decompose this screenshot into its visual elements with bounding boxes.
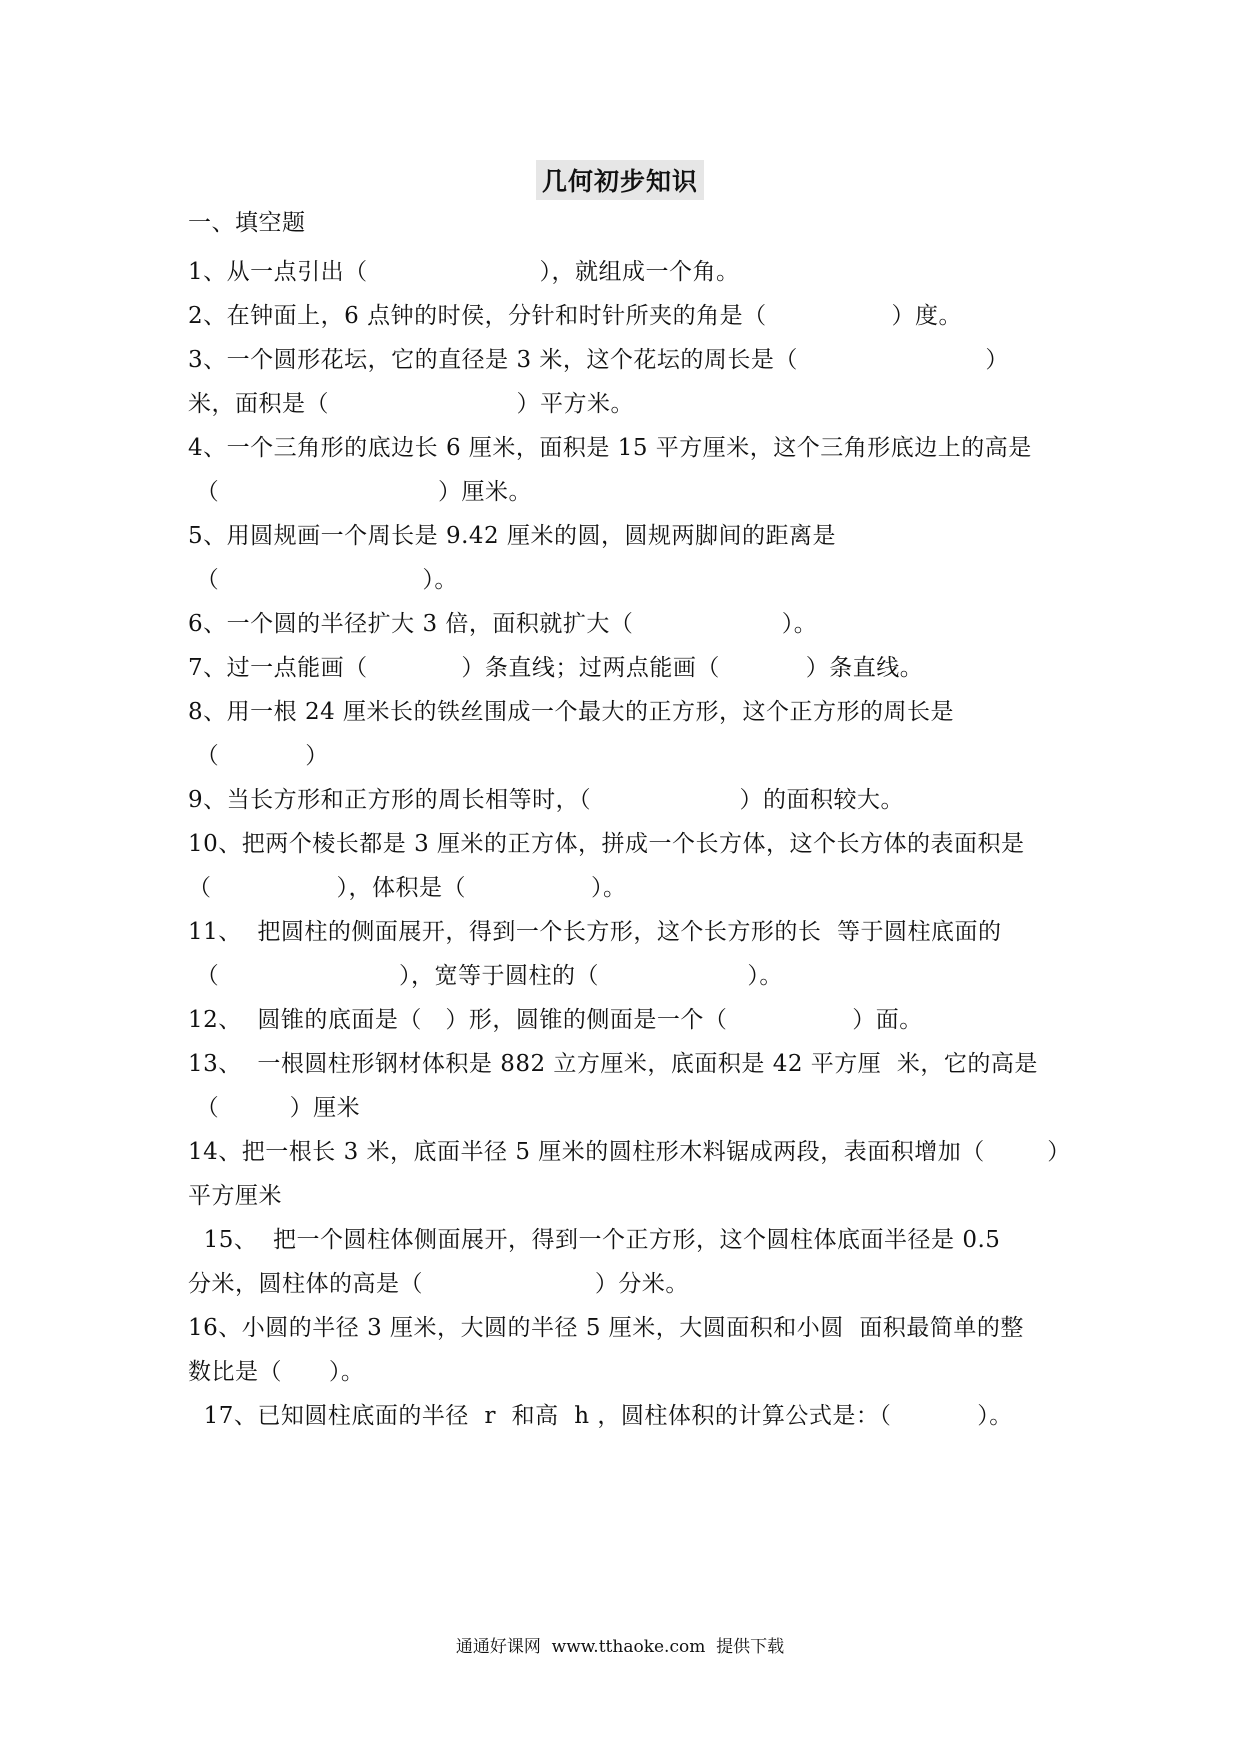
question-line: （ ） <box>188 743 329 769</box>
question-line: 6、一个圆的半径扩大 3 倍，面积就扩大（ ）。 <box>188 611 818 637</box>
question-line: （ ）厘米 <box>188 1095 361 1121</box>
question-line: 4、一个三角形的底边长 6 厘米，面积是 15 平方厘米，这个三角形底边上的高是 <box>188 435 1032 461</box>
question-line: （ ）。 <box>188 567 458 593</box>
question-line: （ ），体积是（ ）。 <box>188 875 627 901</box>
question-line: 8、用一根 24 厘米长的铁丝围成一个最大的正方形，这个正方形的周长是 <box>188 699 955 725</box>
question-line: 13、 一根圆柱形钢材体积是 882 立方厘米，底面积是 42 平方厘 米，它的高是 <box>188 1051 1038 1077</box>
question-line: （ ）厘米。 <box>188 479 533 505</box>
footer-credit: 通通好课网 www.tthaoke.com 提供下载 <box>455 1637 785 1657</box>
question-line: 5、用圆规画一个周长是 9.42 厘米的圆，圆规两脚间的距离是 <box>188 523 836 549</box>
question-line: 9、当长方形和正方形的周长相等时，（ ）的面积较大。 <box>188 787 905 813</box>
question-line: 米，面积是（ ）平方米。 <box>188 391 634 417</box>
question-line: 10、把两个棱长都是 3 厘米的正方体，拼成一个长方体，这个长方体的表面积是 <box>188 831 1025 857</box>
question-line: 17、已知圆柱底面的半径 r 和高 h ，圆柱体积的计算公式是：（ ）。 <box>188 1403 1013 1429</box>
question-line: 15、 把一个圆柱体侧面展开，得到一个正方形，这个圆柱体底面半径是 0.5 <box>188 1227 1001 1253</box>
question-line: 11、 把圆柱的侧面展开，得到一个长方形，这个长方形的长 等于圆柱底面的 <box>188 919 1002 945</box>
question-line: 平方厘米 <box>188 1183 282 1209</box>
question-line: 7、过一点能画（ ）条直线；过两点能画（ ）条直线。 <box>188 655 924 681</box>
question-line: 16、小圆的半径 3 厘米，大圆的半径 5 厘米，大圆面积和小圆 面积最简单的整 <box>188 1315 1024 1341</box>
question-line: 分米，圆柱体的高是（ ）分米。 <box>188 1271 689 1297</box>
question-line: 14、把一根长 3 米，底面半径 5 厘米的圆柱形木料锯成两段，表面积增加（ ） <box>188 1139 1071 1165</box>
question-line: （ ），宽等于圆柱的（ ）。 <box>188 963 783 989</box>
question-line: 数比是（ ）。 <box>188 1359 365 1385</box>
section-heading: 一、填空题 <box>188 210 306 236</box>
question-line: 2、在钟面上，6 点钟的时侯，分针和时针所夹的角是（ ）度。 <box>188 303 963 329</box>
title-container <box>0 160 1240 200</box>
question-line: 12、 圆锥的底面是（ ）形，圆锥的侧面是一个（ ）面。 <box>188 1007 923 1033</box>
page-title: 几何初步知识 <box>536 160 704 200</box>
question-line: 3、一个圆形花坛，它的直径是 3 米，这个花坛的周长是（ ） <box>188 347 1009 373</box>
question-line: 1、从一点引出（ ），就组成一个角。 <box>188 259 740 285</box>
